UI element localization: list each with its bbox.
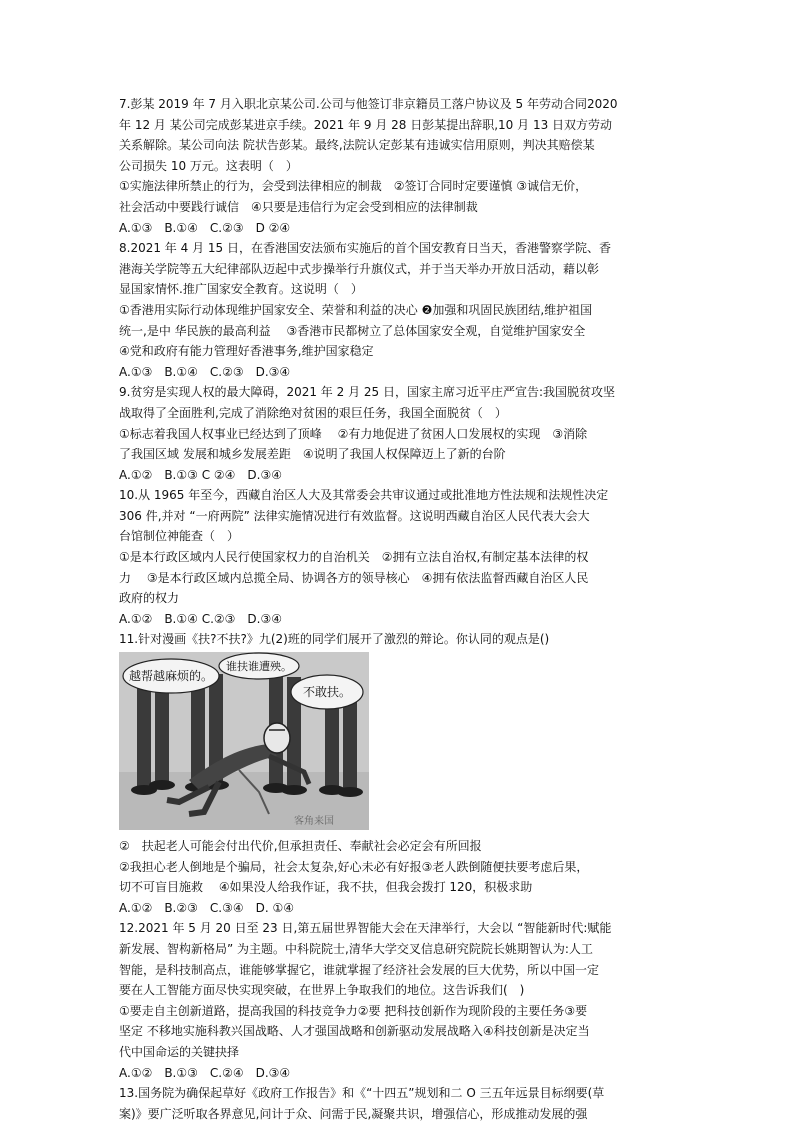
- text-line: 关系解除。某公司向法 院状告彭某。最终,法院认定彭某有违诚实信用原则，判决其赔偿某: [119, 138, 595, 153]
- text-line: 力 ③是本行政区域内总揽全局、协调各方的领导核心 ④拥有依法监督西藏自治区人民: [119, 570, 589, 585]
- text-line: 10.从 1965 年至今，西藏自治区人大及其常委会共审议通过或批准地方性法规和法规性决定: [119, 488, 609, 503]
- text-line: A.①② B.①④ C.②③ D.③④: [119, 611, 282, 626]
- text-line: ①要走自主创新道路，提高我国的科技竞争力②要 把科技创新作为现阶段的主要任务③要: [119, 1003, 588, 1018]
- cartoon-bottom-caption: 客角来国: [294, 816, 334, 828]
- text-line: 306 件,并对 “一府两院” 法律实施情况进行有效监督。这说明西藏自治区人民代表大会大: [119, 508, 590, 523]
- text-line: ①是本行政区域内人民行使国家权力的自治机关 ②拥有立法自治权,有制定基本法律的权: [119, 550, 589, 565]
- bubble-left-text: 越帮越麻烦的。: [128, 669, 214, 684]
- bubble-top-text: 谁扶谁遭殃。: [226, 660, 292, 674]
- cartoon-illustration: [119, 652, 369, 830]
- text-line: ①香港用实际行动体现维护国家安全、荣誉和利益的决心 ❷加强和巩固民族团结,维护祖国: [119, 302, 593, 317]
- text-line: 年 12 月 某公司完成彭某进京手续。2021 年 9 月 28 日彭某提出辞职,10 月 13 日双方劳动: [119, 117, 613, 132]
- text-line: 显国家情怀.推广国家安全教育。这说明（ ）: [119, 282, 363, 297]
- text-line: 案)》要广泛听取各界意见,问计于众、问需于民,凝聚共识，增强信心，形成推动发展的强: [119, 1106, 588, 1121]
- text-line: 政府的权力: [119, 591, 180, 606]
- text-line: 台馆制位神能查（ ）: [119, 529, 240, 544]
- text-line: 11.针对漫画《扶?不扶?》九(2)班的同学们展开了激烈的辩论。你认同的观点是(): [119, 632, 550, 647]
- question-block-7-to-11: [119, 94, 679, 650]
- text-line: 切不可盲目施救 ④如果没人给我作证，我不扶，但我会拨打 120，积极求助: [119, 880, 533, 895]
- question-block-11-to-13: [119, 836, 679, 1124]
- text-line: ①标志着我国人权事业已经达到了顶峰 ②有力地促进了贫困人口发展权的实现 ③消除: [119, 426, 588, 441]
- text-line: 新发展、智构新格局” 为主题。中科院院士,清华大学交叉信息研究院院长姚期智认为:人工: [119, 942, 593, 956]
- text-line: ②我担心老人倒地是个骗局，社会太复杂,好心未必有好报③老人跌倒随便扶要考虑后果，: [119, 859, 589, 874]
- text-line: A.①③ B.①④ C.②③ D.③④: [119, 364, 291, 379]
- text-line: ② 扶起老人可能会付出代价,但承担责任、奉献社会必定会有所回报: [119, 839, 482, 854]
- text-line: 要在人工智能方面尽快实现突破，在世界上争取我们的地位。这告诉我们( ): [119, 983, 525, 998]
- text-line: 公司损失 10 万元。这表明（ ）: [119, 158, 298, 173]
- text-line: A.①② B.①③ C.②④ D.③④: [119, 1065, 291, 1080]
- text-line: 港海关学院等五大纪律部队迈起中式步操举行升旗仪式，并于当天举办开放日活动，藉以彰: [119, 261, 600, 276]
- text-line: 7.彭某 2019 年 7 月入职北京某公司.公司与他签订非京籍员工落户协议及 5 年劳动合同2020: [119, 97, 618, 111]
- text-line: ①实施法律所禁止的行为，会受到法律相应的制裁 ②签订合同时定要谨慎 ③诚信无价，: [119, 179, 588, 194]
- text-line: 坚定 不移地实施科教兴国战略、人才强国战略和创新驱动发展战略入④科技创新是决定当: [119, 1024, 590, 1039]
- text-line: 9.贫穷是实现人权的最大障碍，2021 年 2 月 25 日，国家主席习近平庄严宣告:我国脱贫攻坚: [119, 385, 616, 400]
- text-line: 8.2021 年 4 月 15 日，在香港国安法颁布实施后的首个国安教育日当天，香港警察学院、香: [119, 241, 611, 256]
- text-line: 13.国务院为确保起草好《政府工作报告》和《“十四五”规划和二 O 三五年远景目标纲要(草: [119, 1086, 605, 1101]
- text-line: 了我国区域 发展和城乡发展差距 ④说明了我国人权保障迈上了新的台阶: [119, 447, 506, 462]
- exam-page: [119, 94, 679, 1124]
- text-line: 统一,是中 华民族的最高利益 ③香港市民都树立了总体国家安全观，自觉维护国家安全: [119, 323, 586, 338]
- text-line: 战取得了全面胜利,完成了消除绝对贫困的艰巨任务，我国全面脱贫（ ）: [119, 405, 507, 420]
- cartoon-drawing: [119, 652, 369, 830]
- bubble-right-text: 不敢扶。: [302, 685, 352, 700]
- text-line: A.①③ B.①④ C.②③ D ②④: [119, 220, 291, 235]
- text-line: 代中国命运的关键抉择: [119, 1044, 240, 1059]
- text-line: 12.2021 年 5 月 20 日至 23 日,第五届世界智能大会在天津举行，大会以 “智能新时代:赋能: [119, 921, 612, 936]
- text-line: A.①② B.①③ C ②④ D.③④: [119, 467, 282, 482]
- text-line: 社会活动中要践行诚信 ④只要是违信行为定会受到相应的法律制裁: [119, 199, 478, 214]
- text-line: ④党和政府有能力管理好香港事务,维护国家稳定: [119, 344, 374, 359]
- text-line: 智能，是科技制高点，谁能够掌握它，谁就掌握了经济社会发展的巨大优势，所以中国一定: [119, 962, 600, 977]
- text-line: A.①② B.②③ C.③④ D. ①④: [119, 900, 294, 915]
